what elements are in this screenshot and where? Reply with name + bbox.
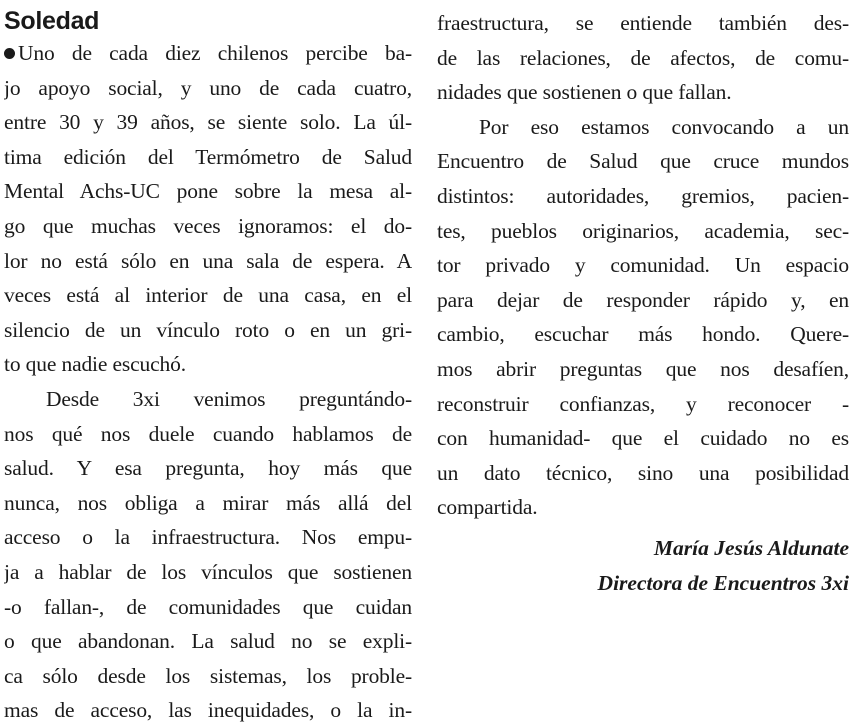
text-line: go que muchas veces ignoramos: el do-: [4, 213, 412, 238]
text-line: to que nadie escuchó.: [4, 352, 186, 377]
text-line: acceso o la infraestructura. Nos empu-: [4, 525, 412, 550]
text-line: o que abandonan. La salud no se expli-: [4, 629, 412, 654]
text-line: cambio, escuchar más hondo. Quere-: [437, 322, 849, 347]
author-role: Directora de Encuentros 3xi: [597, 570, 849, 595]
text-line: Desde 3xi venimos preguntándo-: [46, 386, 412, 411]
article-title: Soledad: [4, 7, 100, 35]
text-line: fraestructura, se entiende también des-: [437, 11, 849, 35]
text-line: ca sólo desde los sistemas, los proble-: [4, 663, 412, 688]
text-line: nos qué nos duele cuando hablamos de: [4, 421, 412, 446]
text-line: nidades que sostienen o que fallan.: [437, 80, 732, 105]
text-line: mos abrir preguntas que nos desafíen,: [437, 356, 849, 381]
text-line: nunca, nos obliga a mirar más allá del: [4, 490, 412, 515]
text-line: Uno de cada diez chilenos percibe ba-: [4, 36, 412, 71]
text-line: un dato técnico, sino una posibilidad: [437, 460, 849, 485]
text-line: compartida.: [437, 495, 538, 520]
author-name: María Jesús Aldunate: [653, 535, 849, 560]
text-line: tima edición del Termómetro de Salud: [4, 144, 412, 169]
text-line: tor privado y comunidad. Un espacio: [437, 253, 849, 278]
text-line: Mental Achs-UC pone sobre la mesa al-: [4, 179, 412, 204]
text-line: Encuentro de Salud que cruce mundos: [437, 149, 849, 174]
text-line: veces está al interior de una casa, en el: [4, 283, 412, 308]
text-line: de las relaciones, de afectos, de comu-: [437, 45, 849, 70]
text-line: distintos: autoridades, gremios, pacien-: [437, 183, 849, 208]
text-line: silencio de un vínculo roto o en un gri-: [4, 317, 412, 342]
text-line: salud. Y esa pregunta, hoy más que: [4, 456, 412, 481]
text-line: reconstruir confianzas, y reconocer -: [437, 391, 849, 416]
text-line: tes, pueblos originarios, academia, sec-: [437, 218, 849, 243]
text-line: entre 30 y 39 años, se siente solo. La úl-: [4, 110, 412, 135]
text-line: con humanidad- que el cuidado no es: [437, 426, 849, 451]
right-column: [437, 6, 849, 600]
bullet-icon: [4, 48, 15, 59]
left-column: [4, 6, 412, 728]
text-line: para dejar de responder rápido y, en: [437, 287, 849, 312]
text-line: ja a hablar de los vínculos que sostienen: [4, 559, 412, 584]
text-line: mas de acceso, las inequidades, o la in-: [4, 698, 412, 723]
text-line: jo apoyo social, y uno de cada cuatro,: [4, 75, 412, 100]
text-line: -o fallan-, de comunidades que cuidan: [4, 594, 412, 619]
text-line: Por eso estamos convocando a un: [479, 114, 849, 139]
text-line: lor no está sólo en una sala de espera. A: [4, 248, 412, 273]
